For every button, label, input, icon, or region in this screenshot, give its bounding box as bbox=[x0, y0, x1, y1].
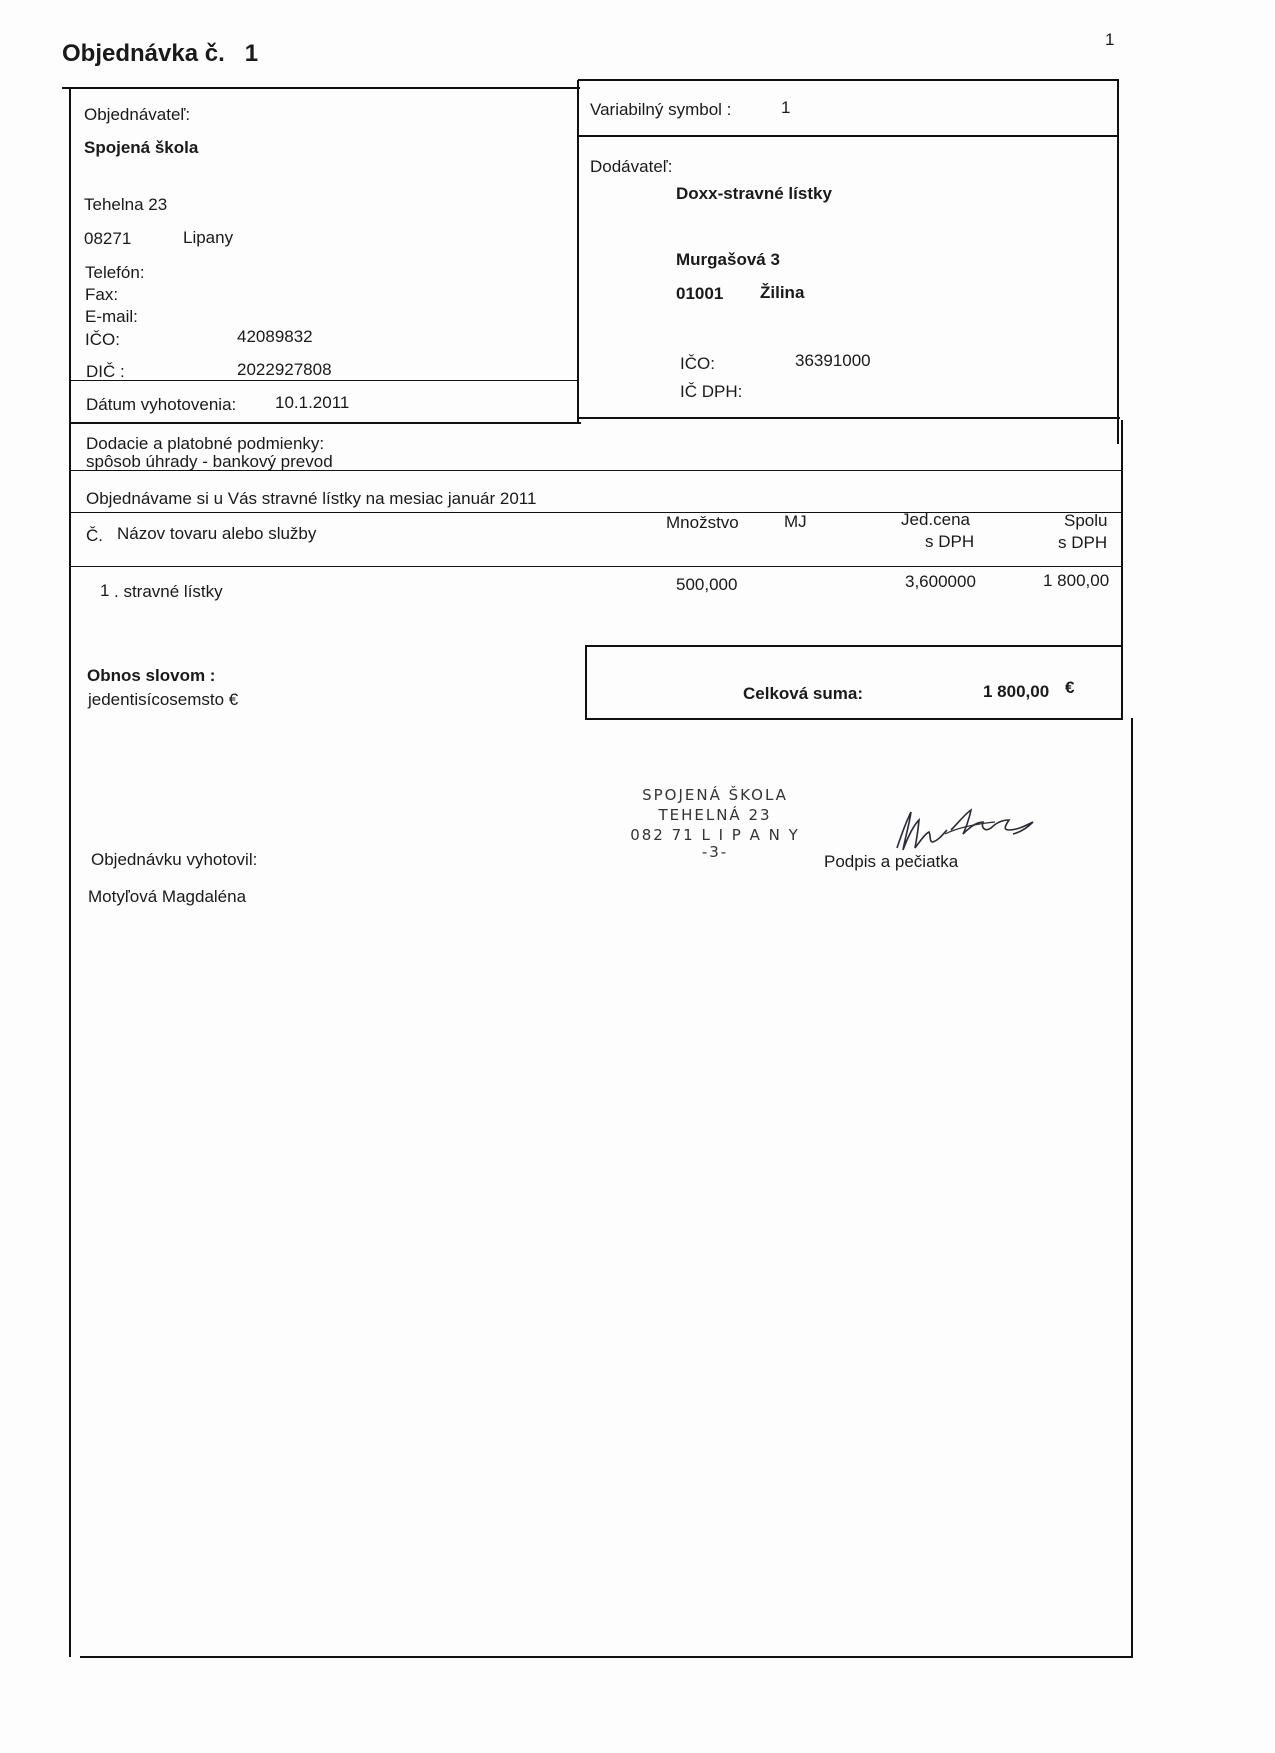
frame-bottom bbox=[80, 1656, 1133, 1658]
stamp-line-4: -3- bbox=[701, 843, 729, 861]
order-intro: Objednávame si u Vás stravné lístky na mesiac január 2011 bbox=[86, 489, 537, 508]
orderer-zip: 08271 bbox=[84, 229, 132, 248]
col-total-header-1: Spolu bbox=[1064, 511, 1108, 530]
document-title bbox=[62, 40, 258, 68]
col-name-header: Názov tovaru alebo služby bbox=[117, 524, 317, 543]
grand-total-value: 1 800,00 bbox=[983, 682, 1050, 701]
supplier-label: Dodávateľ: bbox=[590, 157, 673, 176]
orderer-phone-label: Telefón: bbox=[85, 263, 145, 282]
stamp-line-3: 082 71 L I P A N Y bbox=[630, 826, 800, 844]
col-unit-header: MJ bbox=[784, 512, 807, 531]
orderer-email-label: E-mail: bbox=[85, 307, 138, 326]
table-header-bottom bbox=[71, 566, 1122, 567]
col-unit-price-header-1: Jed.cena bbox=[901, 510, 970, 529]
supplier-bottom bbox=[579, 417, 1120, 419]
col-number-header: Č. bbox=[86, 526, 103, 545]
supplier-ico: 36391000 bbox=[795, 351, 871, 370]
order-number: 1 bbox=[244, 40, 259, 67]
orderer-dic-label: DIČ : bbox=[86, 362, 125, 381]
frame-right bbox=[1117, 79, 1119, 444]
grand-total-label: Celková suma: bbox=[743, 684, 863, 703]
school-stamp bbox=[610, 786, 820, 861]
grand-total-currency: € bbox=[1065, 678, 1075, 697]
frame-right-bottom bbox=[1131, 718, 1133, 1658]
supplier-ico-label: IČO: bbox=[680, 354, 715, 373]
variable-symbol-label: Variabilný symbol : bbox=[590, 100, 732, 119]
title-text: Objednávka č. bbox=[62, 40, 225, 67]
supplier-name: Doxx-stravné lístky bbox=[676, 184, 832, 203]
row-unit-price: 3,600000 bbox=[905, 572, 976, 591]
amount-words-value: jedentisícosemsto € bbox=[88, 690, 239, 709]
amount-words-label: Obnos slovom : bbox=[87, 666, 216, 685]
header-divider-v bbox=[577, 80, 579, 424]
orderer-date: 10.1.2011 bbox=[275, 393, 350, 412]
supplier-street: Murgašová 3 bbox=[676, 250, 780, 269]
orderer-ico: 42089832 bbox=[237, 327, 313, 346]
row-name: . stravné lístky bbox=[114, 582, 223, 601]
signature-label: Podpis a pečiatka bbox=[824, 852, 959, 871]
stamp-line-1: SPOJENÁ ŠKOLA bbox=[642, 786, 788, 804]
col-total-header-2: s DPH bbox=[1058, 533, 1108, 552]
col-unit-price-header-2: s DPH bbox=[925, 532, 975, 551]
orderer-label: Objednávateľ: bbox=[84, 105, 191, 124]
row-quantity: 500,000 bbox=[676, 575, 738, 594]
orderer-name: Spojená škola bbox=[84, 138, 199, 157]
orderer-fax-label: Fax: bbox=[85, 285, 119, 304]
date-line-top bbox=[71, 380, 579, 381]
terms-label: Dodacie a platobné podmienky: bbox=[86, 434, 325, 453]
orderer-city: Lipany bbox=[183, 228, 234, 247]
orderer-ico-label: IČO: bbox=[85, 330, 120, 349]
supplier-icdph-label: IČ DPH: bbox=[680, 382, 743, 401]
orderer-bottom bbox=[71, 422, 581, 424]
supplier-zip: 01001 bbox=[676, 284, 724, 303]
frame-left bbox=[69, 87, 71, 1657]
prepared-by-label: Objednávku vyhotovil: bbox=[91, 850, 258, 869]
handwritten-signature bbox=[885, 800, 1045, 860]
terms-value: spôsob úhrady - bankový prevod bbox=[86, 452, 333, 471]
orderer-street: Tehelna 23 bbox=[84, 195, 168, 214]
vs-divider bbox=[577, 135, 1118, 137]
row-number: 1 bbox=[100, 581, 110, 600]
prepared-by-name: Motyľová Magdaléna bbox=[88, 887, 247, 906]
frame-top-right bbox=[578, 79, 1118, 81]
orderer-date-label: Dátum vyhotovenia: bbox=[86, 395, 237, 414]
stamp-line-2: TEHELNÁ 23 bbox=[658, 806, 772, 824]
variable-symbol-value: 1 bbox=[781, 98, 791, 117]
orderer-dic: 2022927808 bbox=[237, 360, 332, 379]
page-number: 1 bbox=[1105, 30, 1115, 49]
supplier-city: Žilina bbox=[760, 283, 805, 302]
frame-top-left bbox=[62, 87, 580, 89]
col-quantity-header: Množstvo bbox=[666, 513, 739, 532]
row-total: 1 800,00 bbox=[1043, 571, 1110, 590]
